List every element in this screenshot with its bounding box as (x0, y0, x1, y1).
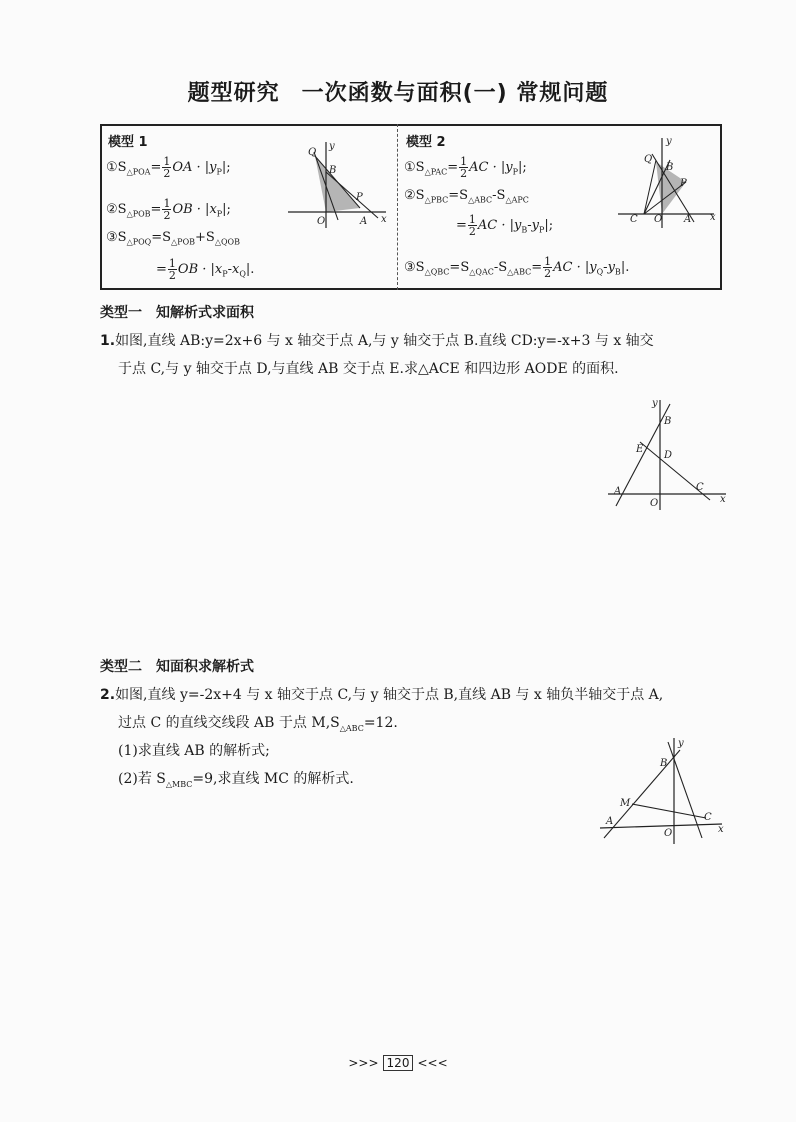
fraction: $\frac{1}{2}$ (468, 213, 476, 238)
label-c: C (630, 214, 638, 225)
label-y: y (652, 398, 658, 409)
line-ab (604, 750, 680, 838)
fraction: $\frac{1}{2}$ (168, 257, 176, 282)
section2-title: 类型二 知面积求解析式 (100, 659, 254, 675)
label-a: A (606, 816, 614, 827)
label-c: C (696, 482, 704, 493)
line-bc (668, 742, 702, 838)
label-a: A (684, 214, 692, 225)
label-o: O (650, 498, 659, 509)
model1-label: 模型 1 (108, 135, 148, 150)
label-b: B (329, 165, 337, 176)
page-number: 120 (383, 1055, 414, 1071)
model2-figure (614, 134, 720, 230)
label-a: A (614, 486, 622, 497)
fraction: $\frac{1}{2}$ (163, 155, 171, 180)
model1-formula-2: $②S_{\triangle POB}=$ $\frac{1}{2}$ OB · $|x_P|$; (106, 197, 231, 222)
model2-formula-4: $③S_{\triangle QBC}=S_{\triangle QAC}-S_{\triangle ABC}=$ $\frac{1}{2}$ AC · $|y_Q-y_B|$. (404, 255, 630, 280)
fraction: $\frac{1}{2}$ (460, 155, 468, 180)
problem2-figure (598, 734, 728, 846)
model2-label: 模型 2 (406, 135, 446, 150)
problem1-figure (606, 396, 730, 514)
label-q: Q (644, 154, 653, 165)
model1-formula-4: = $\frac{1}{2}$ OB · $|x_P-x_Q|$. (156, 257, 255, 282)
label-y: y (666, 136, 672, 147)
label-x: x (710, 212, 716, 223)
model2-formula-3: = $\frac{1}{2}$ AC · $|y_B-y_P|$; (456, 213, 554, 238)
label-b: B (664, 416, 672, 427)
problem2-line2: 过点 C 的直线交线段 AB 于点 $M,S_{\triangle ABC}=12$. (118, 715, 398, 733)
fraction: $\frac{1}{2}$ (163, 197, 171, 222)
model2-formula-2: $②S_{\triangle PBC}=S_{\triangle ABC}-S_{\triangle APC}$ (404, 188, 529, 205)
label-x: x (718, 824, 724, 835)
model1-formula-3: $③S_{\triangle POQ}=S_{\triangle POB}+S_{\triangle QOB}$ (106, 230, 240, 247)
label-p: P (356, 192, 363, 203)
fraction: $\frac{1}{2}$ (544, 255, 552, 280)
footer-right-arrows: <<< (417, 1056, 448, 1070)
page-footer (0, 1055, 796, 1071)
label-o: O (664, 828, 673, 839)
model1-figure (286, 138, 390, 230)
problem2-q1: (1)求直线 AB 的解析式; (118, 743, 270, 759)
label-x: x (720, 494, 726, 505)
problem2-q2: (2)若 $S_{\triangle MBC}=9$,求直线 MC 的解析式. (118, 771, 354, 789)
title-part2: 一次函数与面积(一) 常规问题 (301, 81, 609, 106)
page-title (0, 76, 796, 107)
label-p: P (680, 178, 687, 189)
label-a: A (360, 216, 368, 227)
label-b: B (660, 758, 668, 769)
title-part1: 题型研究 (187, 81, 280, 106)
label-x: x (381, 214, 387, 225)
problem2-line1: 2.如图,直线 y=-2x+4 与 x 轴交于点 C,与 y 轴交于点 B,直线 AB 与 x 轴负半轴交于点 A, (100, 687, 664, 703)
problem1-line2: 于点 C,与 y 轴交于点 D,与直线 AB 交于点 E.求△ACE 和四边形 AODE 的面积. (118, 361, 619, 377)
label-y: y (329, 141, 335, 152)
footer-left-arrows: >>> (348, 1056, 379, 1070)
label-y: y (678, 738, 684, 749)
label-b: B (666, 162, 674, 173)
label-o: O (654, 214, 663, 225)
problem1-line1: 1.如图,直线 AB:y=2x+6 与 x 轴交于点 A,与 y 轴交于点 B.直线 CD:y=-x+3 与 x 轴交 (100, 333, 654, 349)
section1-title: 类型一 知解析式求面积 (100, 305, 254, 321)
x-axis (600, 824, 722, 828)
model1-formula-1: $①S_{\triangle POA}=$ $\frac{1}{2}$ OA · $|y_P|$; (106, 155, 231, 180)
model2-formula-1: $①S_{\triangle PAC}=$ $\frac{1}{2}$ AC · $|y_P|$; (404, 155, 527, 180)
label-q: Q (308, 147, 317, 158)
label-d: D (664, 450, 673, 461)
label-c: C (704, 812, 712, 823)
line-ab (616, 404, 673, 506)
line-mc (632, 804, 706, 818)
label-e: E (636, 444, 644, 455)
model-divider (397, 124, 398, 290)
label-m: M (620, 798, 631, 809)
label-o: O (317, 216, 326, 227)
